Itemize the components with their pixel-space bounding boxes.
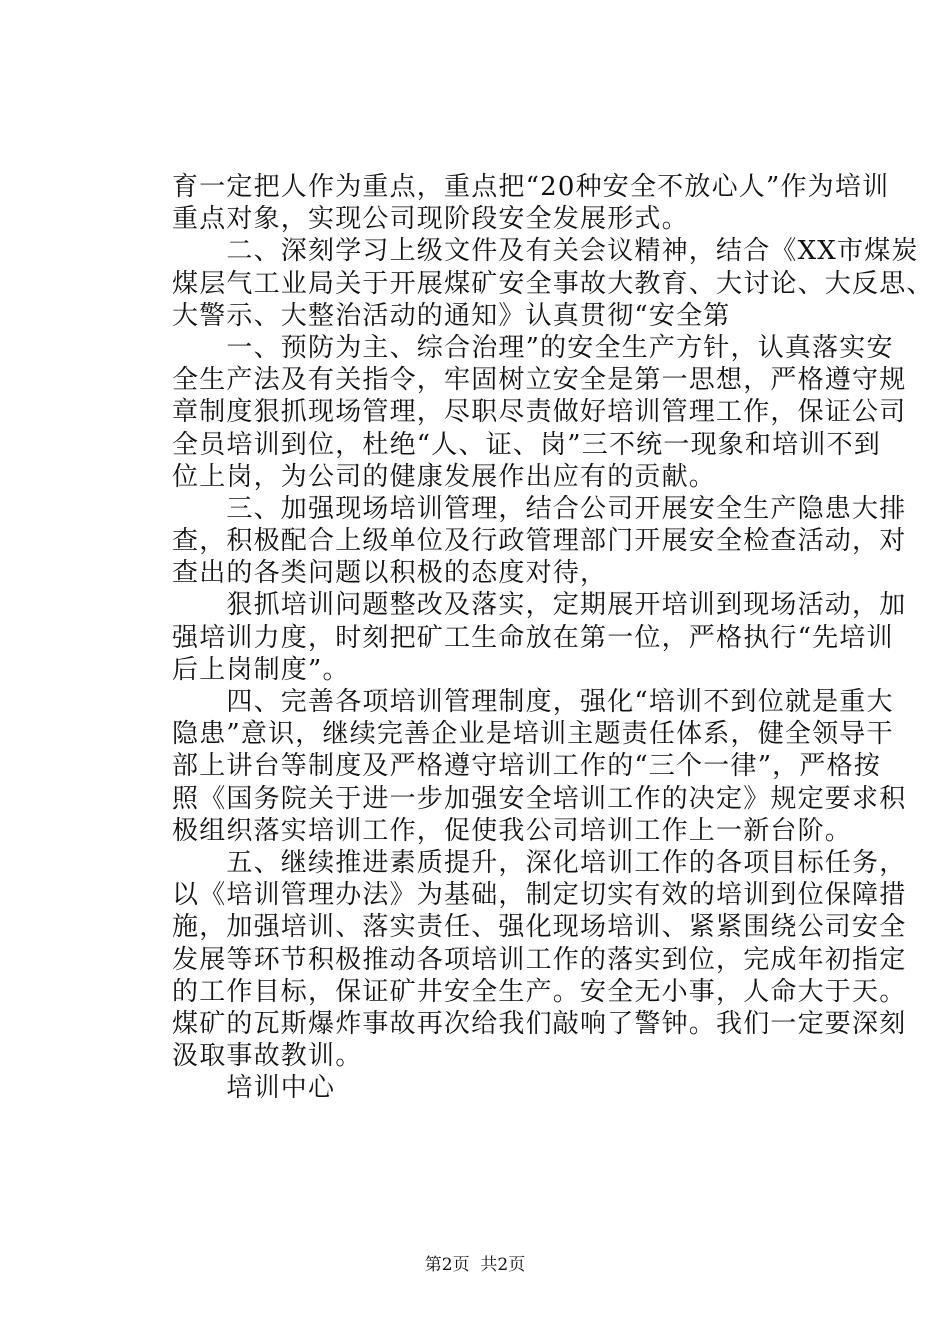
page-number-footer: 第2页 共2页: [424, 1255, 526, 1275]
body-line: 五、继续推进素质提升，深化培训工作的各项目标任务，: [172, 847, 907, 878]
body-line: 极组织落实培训工作，促使我公司培训工作上一新台阶。: [172, 815, 853, 846]
body-line: 以《培训管理办法》为基础，制定切实有效的培训到位保障措: [172, 880, 907, 911]
body-line: 大警示、大整治活动的通知》认真贯彻“安全第: [172, 300, 731, 331]
body-line: 汲取事故教训。: [172, 1041, 363, 1072]
body-line: 照《国务院关于进一步加强安全培训工作的决定》规定要求积: [172, 783, 907, 814]
body-line: 后上岗制度”。: [172, 654, 350, 685]
body-line: 四、完善各项培训管理制度，强化“培训不到位就是重大: [172, 687, 894, 717]
body-line: 的工作目标，保证矿井安全生产。安全无小事，人命大于天。: [172, 976, 907, 1007]
body-line: 强培训力度，时刻把矿工生命放在第一位，严格执行“先培训: [172, 622, 894, 653]
body-line: 部上讲台等制度及严格遵守培训工作的“三个一律”，严格按: [172, 751, 881, 782]
body-line: 煤矿的瓦斯爆炸事故再次给我们敲响了警钟。我们一定要深刻: [172, 1008, 907, 1039]
body-line: 位上岗，为公司的健康发展作出应有的贡献。: [172, 461, 717, 492]
document-body: [172, 171, 934, 1104]
body-line: 三、加强现场培训管理，结合公司开展安全生产隐患大排: [172, 493, 907, 524]
body-line: 章制度狠抓现场管理，尽职尽责做好培训管理工作，保证公司: [172, 397, 907, 428]
body-line: 隐患”意识，继续完善企业是培训主题责任体系，健全领导干: [172, 719, 894, 750]
body-line: 一、预防为主、综合治理”的安全生产方针，认真落实安: [172, 332, 894, 363]
body-line: 重点对象，实现公司现阶段安全发展形式。: [172, 204, 689, 235]
body-line: 全员培训到位，杜绝“人、证、岗”三不统一现象和培训不到: [172, 429, 881, 460]
signature-line: 培训中心: [172, 1073, 336, 1104]
body-line: 狠抓培训问题整改及落实，定期展开培训到现场活动，加: [172, 590, 907, 621]
body-line: 查，积极配合上级单位及行政管理部门开展安全检查活动，对: [172, 526, 907, 557]
body-line: 育一定把人作为重点，重点把“20种安全不放心人”作为培训: [172, 172, 890, 202]
body-line: 发展等环节积极推动各项培训工作的落实到位，完成年初指定: [172, 944, 907, 975]
body-line: 查出的各类问题以积极的态度对待，: [172, 558, 608, 589]
body-line: 煤层气工业局关于开展煤矿安全事故大教育、大讨论、大反思、: [172, 268, 934, 299]
body-line: 施，加强培训、落实责任、强化现场培训、紧紧围绕公司安全: [172, 912, 907, 943]
body-line: 全生产法及有关指令，牢固树立安全是第一思想，严格遵守规: [172, 365, 907, 396]
body-line: 二、深刻学习上级文件及有关会议精神，结合《XX市煤炭: [172, 236, 919, 267]
